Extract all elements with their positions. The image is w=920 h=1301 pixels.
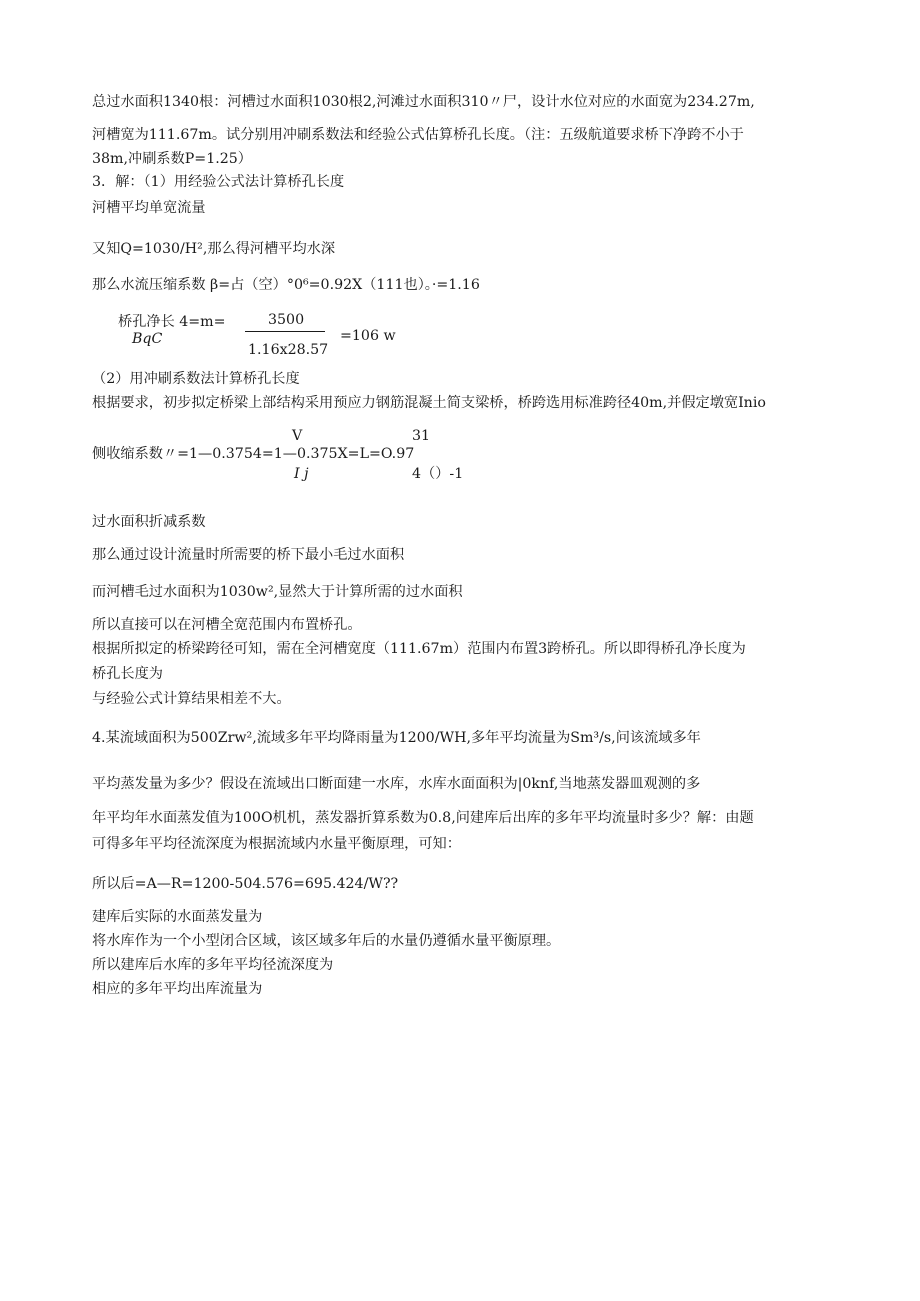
- formula-main: 侧收缩系数〃=1—0.3754=1—0.375X=L=O.97: [92, 446, 415, 462]
- text-line: 所以直接可以在河槽全宽范围内布置桥孔。: [92, 617, 362, 633]
- text-line: 38m,冲刷系数P=1.25）: [92, 151, 252, 167]
- text-line: 3．解：（1）用经验公式法计算桥孔长度: [92, 174, 345, 190]
- text-line: 与经验公式计算结果相差不大。: [92, 691, 291, 707]
- formula-bottom: 4（）-1: [412, 466, 464, 482]
- formula-top-v: V: [292, 428, 303, 444]
- text-line: 建库后实际的水面蒸发量为: [92, 909, 263, 925]
- text-line: 平均蒸发量为多少？假设在流域出口断面建一水库，水库水面面积为|0knf,当地蒸发器皿观测的多: [92, 776, 701, 792]
- formula-numerator: 3500: [268, 312, 305, 328]
- text-line: 可得多年平均径流深度为根据流域内水量平衡原理，可知：: [92, 836, 461, 852]
- formula-sub-ij: I j: [294, 466, 309, 482]
- text-line: 那么通过设计流量时所需要的桥下最小毛过水面积: [92, 547, 405, 563]
- text-line: 4.某流域面积为500Zrw²,流域多年平均降雨量为1200/WH,多年平均流量为Sm³/s,问该流域多年: [92, 730, 701, 746]
- text-line: 所以建库后水库的多年平均径流深度为: [92, 957, 334, 973]
- text-line: 所以后=A—R=1200-504.576=695.424/W??: [92, 876, 399, 892]
- formula-label: 桥孔净长 4=m=: [118, 314, 226, 330]
- text-line: 桥孔长度为: [92, 666, 163, 682]
- text-line: 那么水流压缩系数 β=占（空）°0⁶=0.92X（111也）。·=1.16: [92, 277, 480, 293]
- formula-subscript: BqC: [132, 331, 163, 347]
- formula-top-31: 31: [412, 428, 431, 444]
- text-line: 将水库作为一个小型闭合区域，该区域多年后的水量仍遵循水量平衡原理。: [92, 933, 561, 949]
- fraction-bar: [245, 331, 325, 332]
- formula-denominator: 1.16x28.57: [248, 342, 329, 358]
- text-line: 河槽宽为111.67m。试分别用冲刷系数法和经验公式估算桥孔长度。（注：五级航道要求桥下净跨不小于: [92, 127, 744, 143]
- text-line: 总过水面积1340根：河槽过水面积1030根2,河滩过水面积310〃尸，设计水位对应的水面宽为234.27m,: [92, 94, 755, 110]
- text-line: 而河槽毛过水面积为1030w²,显然大于计算所需的过水面积: [92, 584, 463, 600]
- text-line: 根据所拟定的桥梁跨径可知，需在全河槽宽度（111.67m）范围内布置3跨桥孔。所以即得桥孔净长度为: [92, 641, 746, 657]
- text-line: 过水面积折减系数: [92, 514, 206, 530]
- text-line: 根据要求，初步拟定桥梁上部结构采用预应力钢筋混凝土简支梁桥，桥跨选用标准跨径40m,并假定墩宽Inio: [92, 395, 766, 411]
- text-line: 又知Q=1030/H²,那么得河槽平均水深: [92, 241, 336, 257]
- text-line: （2）用冲刷系数法计算桥孔长度: [92, 371, 300, 387]
- text-line: 河槽平均单宽流量: [92, 200, 206, 216]
- text-line: 相应的多年平均出库流量为: [92, 981, 263, 997]
- text-line: 年平均年水面蒸发值为100O机机，蒸发器折算系数为0.8,问建库后出库的多年平均流量时多少？解：由题: [92, 810, 754, 826]
- formula-result: =106 w: [340, 328, 396, 344]
